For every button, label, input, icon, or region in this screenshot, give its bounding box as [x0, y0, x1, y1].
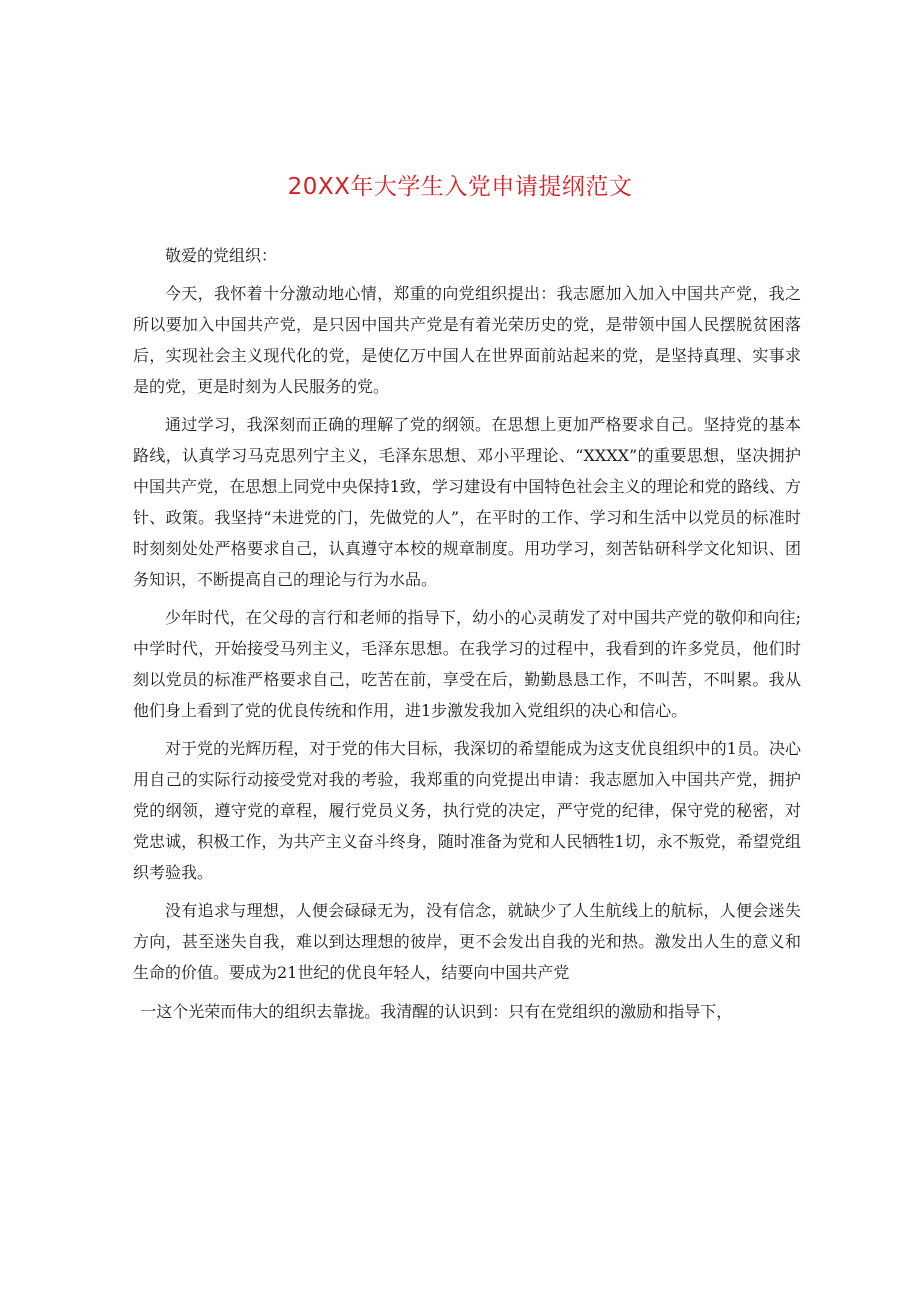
- paragraph-3: 少年时代，在父母的言行和老师的指导下，幼小的心灵萌发了对中国共产党的敬仰和向往;中学时代，开始接受马列主义，毛泽东思想。在我学习的过程中，我看到的许多党员，他们时刻以党员的标准严格要求自己，吃苦在前，享受在后，勤勤恳恳工作，不叫苦，不叫累。我从他们身上看到了党的优良传统和作用，进1步激发我加入党组织的决心和信心。: [133, 608, 801, 720]
- salutation: 敬爱的党组织：: [165, 246, 278, 265]
- paragraph-5: 没有追求与理想，人便会碌碌无为，没有信念，就缺少了人生航线上的航标，人便会迷失方向，甚至迷失自我，难以到达理想的彼岸，更不会发出自我的光和热。激发出人生的意义和生命的价值。要成为21世纪的优良年轻人，结要向中国共产党: [133, 901, 801, 982]
- paragraph-2: 通过学习，我深刻而正确的理解了党的纲领。在思想上更加严格要求自己。坚持党的基本路线，认真学习马克思列宁主义，毛泽东思想、邓小平理论、“XXXX”的重要思想，坚决拥护中国共产党，在思想上同党中央保持1致，学习建设有中国特色社会主义的理论和党的路线、方针、政策。我坚持“未进党的门，先做党的人”，在平时的工作、学习和生活中以党员的标准时时刻刻处处严格要求自己，认真遵守本校的规章制度。用功学习，刻苦钻研科学文化知识、团务知识，不断提高自己的理论与行为水品。: [133, 415, 801, 589]
- continuation-line: 一这个光荣而伟大的组织去靠拢。我清醒的认识到：只有在党组织的激励和指导下，: [140, 1002, 733, 1021]
- document-title: 20XX年大学生入党申请提纲范文: [287, 174, 633, 200]
- paragraph-1: 今天，我怀着十分激动地心情，郑重的向党组织提出：我志愿加入加入中国共产党，我之所以要加入中国共产党，是只因中国共产党是有着光荣历史的党，是带领中国人民摆脱贫困落后，实现社会主义现代化的党，是使亿万中国人在世界面前站起来的党，是坚持真理、实事求是的党，更是时刻为人民服务的党。: [133, 284, 801, 396]
- document-body: [133, 240, 801, 1034]
- paragraph-4: 对于党的光辉历程，对于党的伟大目标，我深切的希望能成为这支优良组织中的1员。决心用自己的实际行动接受党对我的考验，我郑重的向党提出申请：我志愿加入中国共产党，拥护党的纲领，遵守党的章程，履行党员义务，执行党的决定，严守党的纪律，保守党的秘密，对党忠诚，积极工作，为共产主义奋斗终身，随时准备为党和人民牺牲1切，永不叛党，希望党组织考验我。: [133, 739, 801, 882]
